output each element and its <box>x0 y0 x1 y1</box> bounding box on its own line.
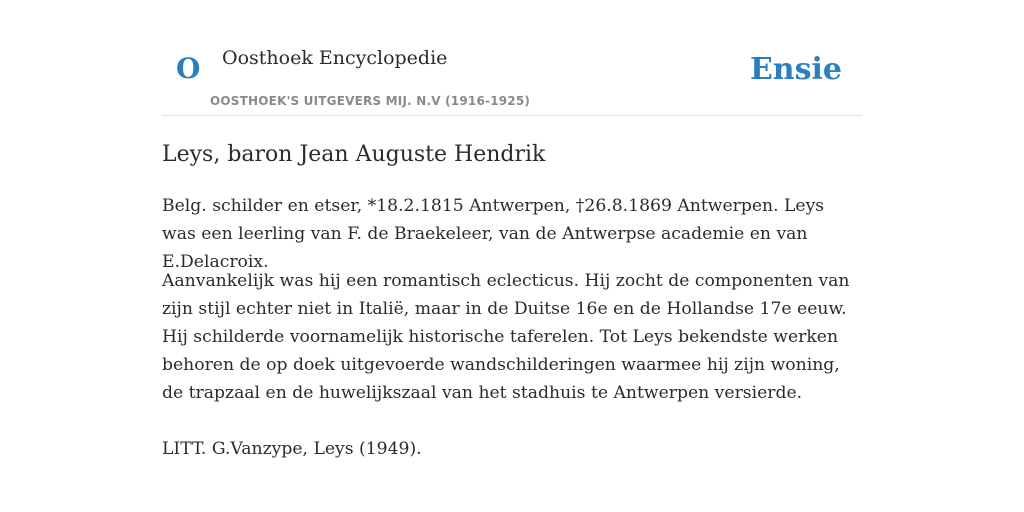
entry-literature: LITT. G.Vanzype, Leys (1949). <box>162 439 422 459</box>
page <box>162 0 862 512</box>
site-name[interactable]: Oosthoek Encyclopedie <box>222 47 448 69</box>
entry-paragraph-1: Belg. schilder en etser, *18.2.1815 Antwerpen, †26.8.1869 Antwerpen. Leys was een leerling van F. de Braekeleer, van de Antwerpse academie en van E.Delacroix. <box>162 196 825 272</box>
header <box>162 0 862 116</box>
ensie-brand-link[interactable]: Ensie <box>749 52 842 87</box>
publisher-label: OOSTHOEK'S UITGEVERS MIJ. N.V (1916-1925) <box>210 94 531 108</box>
logo-letter[interactable]: O <box>176 52 201 85</box>
entry-paragraph-2: Aanvankelijk was hij een romantisch eclecticus. Hij zocht de componenten van zijn stijl echter niet in Italië, maar in de Duitse 16e en de Hollandse 17e eeuw. Hij schilderde voornamelijk historische taferelen. Tot Leys bekendste werken behoren de op doek uitgevoerde wandschilderingen waarmee hij zijn woning, de trapzaal en de huwelijkszaal van het stadhuis te Antwerpen versierde. <box>162 271 850 403</box>
entry-title: Leys, baron Jean Auguste Hendrik <box>162 142 546 167</box>
